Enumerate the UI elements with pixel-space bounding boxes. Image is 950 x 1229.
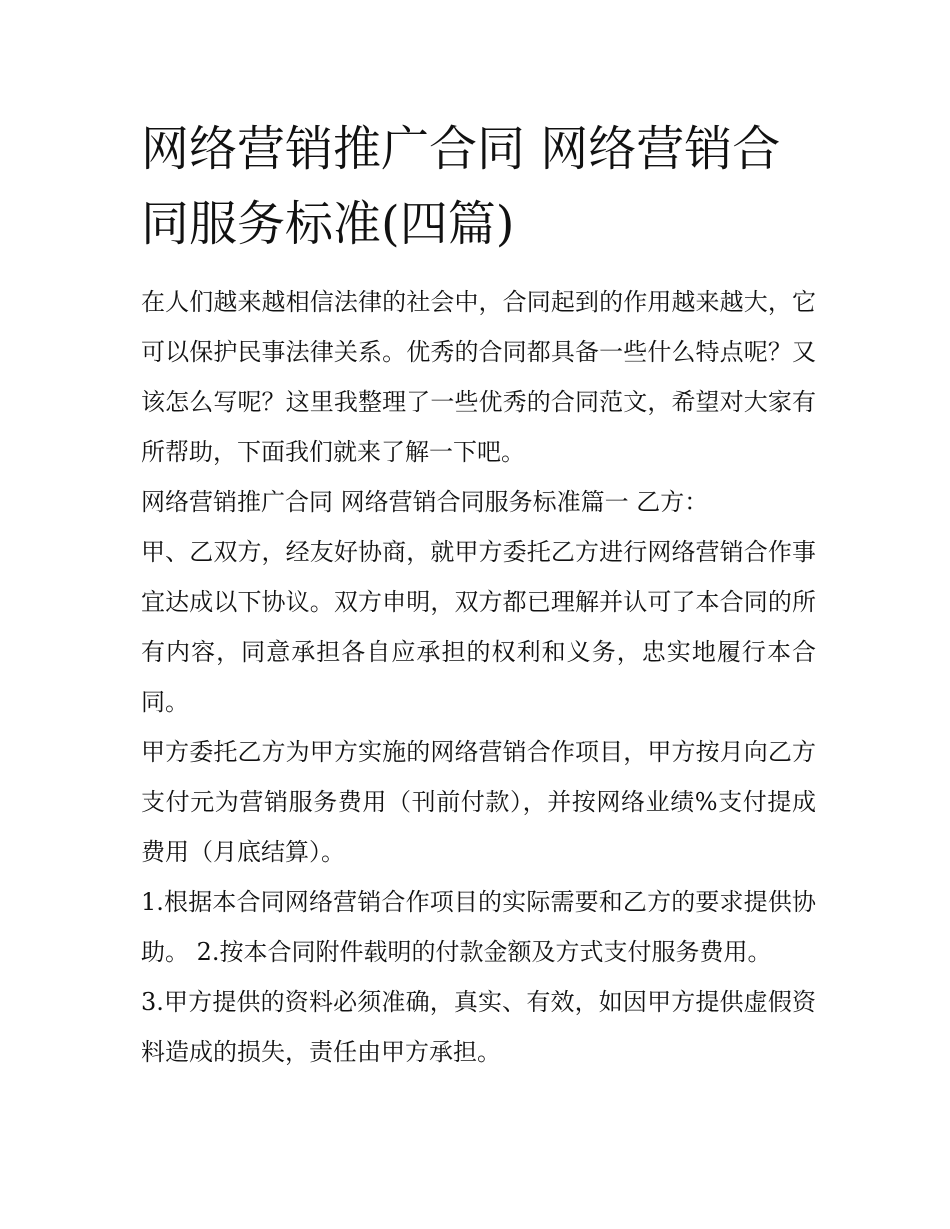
clause-3-paragraph: 3.甲方提供的资料必须准确，真实、有效，如因甲方提供虚假资料造成的损失，责任由甲方承担。 xyxy=(141,988,816,1066)
document-content xyxy=(141,112,816,1077)
agreement-paragraph: 甲、乙双方，经友好协商，就甲方委托乙方进行网络营销合作事宜达成以下协议。双方申明，双方都已理解并认可了本合同的所有内容，同意承担各自应承担的权利和义务，忠实地履行本合同。 xyxy=(141,538,816,716)
section-heading-paragraph: 网络营销推广合同 网络营销合同服务标准篇一 乙方： xyxy=(141,488,709,516)
intro-paragraph: 在人们越来越相信法律的社会中，合同起到的作用越来越大，它可以保护民事法律关系。优秀的合同都具备一些什么特点呢？又该怎么写呢？这里我整理了一些优秀的合同范文，希望对大家有所帮助，下面我们就来了解一下吧。 xyxy=(141,288,816,466)
document-title: 网络营销推广合同 网络营销合同服务标准(四篇) xyxy=(141,121,781,252)
clause-1-2-paragraph: 1.根据本合同网络营销合作项目的实际需要和乙方的要求提供协助。 2.按本合同附件载明的付款金额及方式支付服务费用。 xyxy=(141,888,816,966)
fee-paragraph: 甲方委托乙方为甲方实施的网络营销合作项目，甲方按月向乙方支付元为营销服务费用（刊前付款），并按网络业绩%支付提成费用（月底结算）。 xyxy=(141,738,816,866)
